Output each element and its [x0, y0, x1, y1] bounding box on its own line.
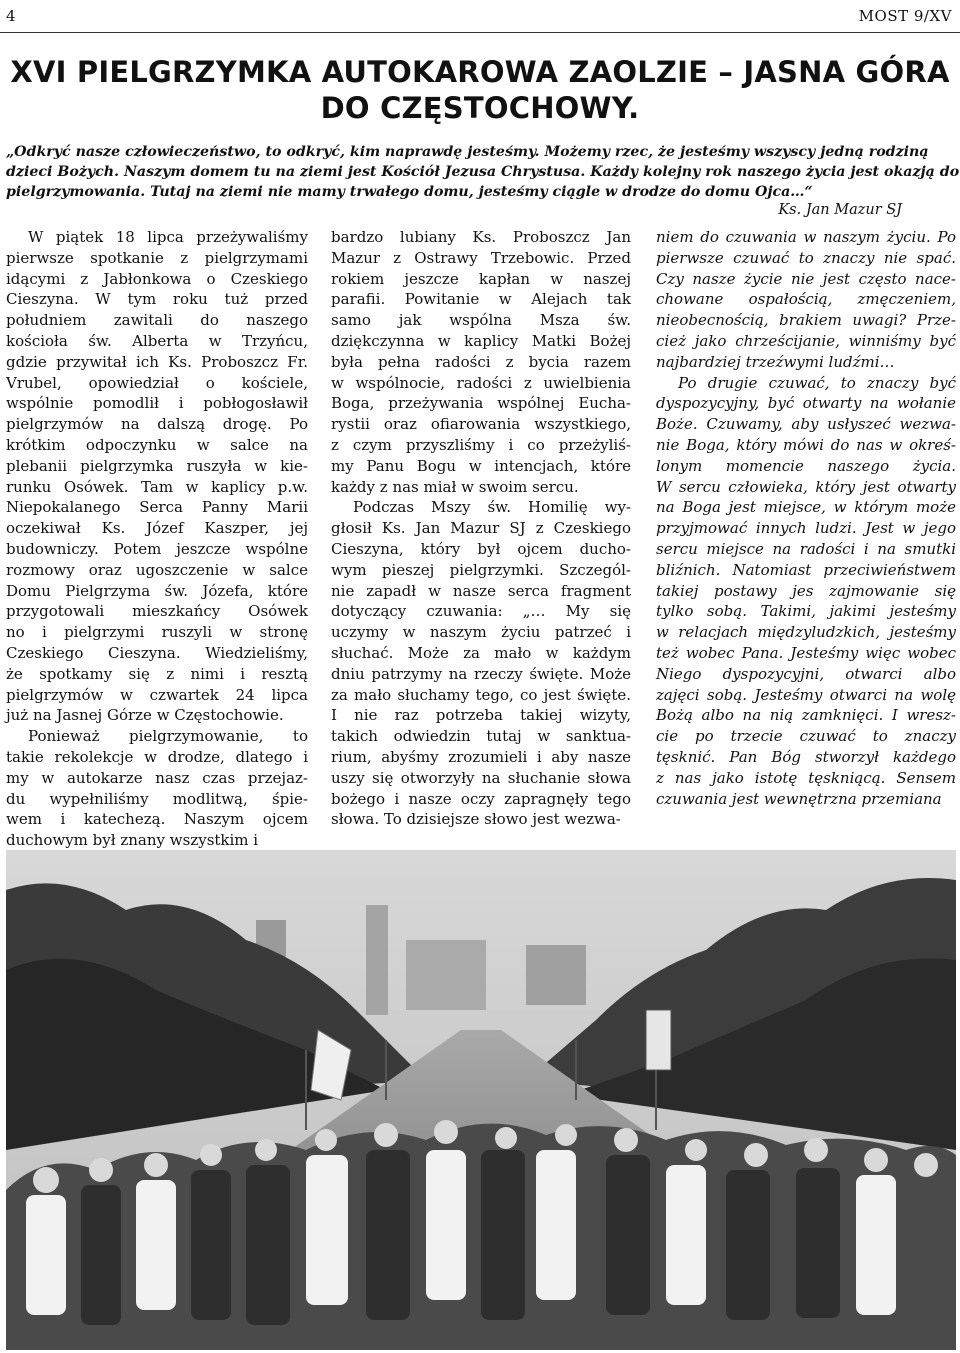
- text-line: rium, abyśmy zrozumieli i aby nasze: [331, 747, 631, 766]
- text-line: gdzie przywitał ich Ks. Proboszcz Fr.: [6, 352, 308, 371]
- text-line: w relacjach międzyludzkich, jesteśmy: [656, 623, 956, 642]
- article-column-2: [331, 227, 631, 830]
- text-line: Domu Pielgrzyma św. Józefa, które: [6, 581, 308, 600]
- running-head: MOST 9/XV: [858, 7, 952, 25]
- text-line: kościoła św. Alberta w Trzyńcu,: [6, 331, 308, 350]
- text-line: my Panu Bogu w intencjach, które: [331, 456, 631, 475]
- text-line: cież jako chrześcijanie, winniśmy być: [656, 331, 956, 350]
- text-line: uszy się otworzyły na słuchanie słowa: [331, 768, 631, 787]
- text-line: pielgrzymów w czwartek 24 lipca: [6, 685, 308, 704]
- text-line: pierwsze czuwać to znaczy nie spać.: [656, 248, 956, 267]
- text-line: oczekiwał Ks. Józef Kaszper, jej: [6, 519, 308, 538]
- text-line: Ponieważ pielgrzymowanie, to: [28, 727, 308, 746]
- text-line: była pełna radości z bycia razem: [331, 352, 631, 371]
- text-line: bardzo lubiany Ks. Proboszcz Jan: [331, 228, 631, 246]
- page-number: 4: [6, 7, 16, 25]
- text-line: takie rekolekcje w drodze, dlatego i: [6, 747, 308, 766]
- motto-quote: [6, 142, 960, 202]
- text-line: głosił Ks. Jan Mazur SJ z Czeskiego: [331, 519, 631, 538]
- text-line: bliźnich. Natomiast przeciwieństwem: [656, 560, 956, 579]
- text-line: już na Jasnej Górze w Częstochowie.: [6, 706, 284, 725]
- text-line: nie zapadł w nasze serca fragment: [331, 581, 631, 600]
- text-line: dniu patrzymy na rzeczy święte. Może: [331, 664, 631, 683]
- text-line: cie po trzecie czuwać to znaczy: [656, 727, 956, 746]
- pilgrimage-photo: [6, 850, 956, 1350]
- text-line: W piątek 18 lipca przeżywaliśmy: [28, 228, 308, 246]
- text-line: rystii oraz ofiarowania wszystkiego,: [331, 415, 631, 434]
- text-line: plebanii pielgrzymka ruszyła w kie-: [6, 456, 308, 475]
- text-line: W sercu człowieka, który jest otwarty: [656, 477, 956, 496]
- text-line: słuchać. Może za mało w każdym: [331, 643, 631, 662]
- text-line: Po drugie czuwać, to znaczy być: [678, 373, 956, 392]
- text-line: rokiem jeszcze kapłan w naszej: [331, 269, 631, 288]
- text-line: niem do czuwania w naszym życiu. Po: [656, 228, 956, 246]
- text-line: budowniczy. Potem jeszcze wspólne: [6, 539, 308, 558]
- text-line: Niepokalanego Serca Panny Marii: [6, 498, 308, 517]
- text-line: idącymi z Jabłonkowa o Czeskiego: [6, 269, 308, 288]
- text-line: tylko sobą. Takimi, jakimi jesteśmy: [656, 602, 956, 621]
- text-line: w wspólnocie, radości z uwielbienia: [331, 373, 631, 392]
- text-line: tęsknić. Pan Bóg stworzył każdego: [656, 747, 956, 766]
- text-line: runku Osówek. Tam w kaplicy p.w.: [6, 477, 308, 496]
- text-line: też wobec Pana. Jesteśmy więc wobec: [656, 643, 956, 662]
- text-line: no i pielgrzymi ruszyli w stronę: [6, 623, 308, 642]
- text-line: zajęci sobą. Jesteśmy otwarci na wolę: [656, 685, 956, 704]
- text-line: słowa. To dzisiejsze słowo jest wezwa-: [331, 810, 621, 829]
- motto-author: Ks. Jan Mazur SJ: [778, 202, 902, 218]
- text-line: nie Boga, który mówi do nas w okreś-: [656, 435, 956, 454]
- text-line: chowane ospałością, zmęczeniem,: [656, 290, 956, 309]
- motto-line: dzieci Bożych. Naszym domem tu na ziemi jest Kościół Jezusa Chrystusa. Każdy kolejny rok naszego życia jest okazją do: [6, 164, 960, 180]
- text-line: parafii. Powitanie w Alejach tak: [331, 290, 631, 309]
- text-line: bożego i nasze oczy zapragnęły tego: [331, 789, 631, 808]
- text-line: za mało słuchamy tego, co jest święte.: [331, 685, 631, 704]
- text-line: wspólnie pomodlił i pobłogosławił: [6, 394, 308, 413]
- text-line: wym pieszej pielgrzymki. Szczegól-: [331, 560, 631, 579]
- text-line: Mazur z Ostrawy Trzebowic. Przed: [331, 248, 631, 267]
- text-line: najbardziej trzeźwymi ludźmi…: [656, 352, 895, 371]
- text-line: Niego dyspozycyjni, otwarci albo: [656, 664, 956, 683]
- text-line: samo jak wspólna Msza św.: [331, 311, 631, 330]
- text-line: duchowym był znany wszystkim i: [6, 831, 259, 850]
- page-header: [0, 0, 960, 26]
- text-line: z czym przyszliśmy i co przeżyliś-: [331, 435, 631, 454]
- text-line: przygotowali mieszkańcy Osówek: [6, 602, 308, 621]
- text-line: pierwsze spotkanie z pielgrzymami: [6, 248, 308, 267]
- header-rule: [0, 32, 960, 33]
- text-line: I nie raz potrzeba takiej wizyty,: [331, 706, 631, 725]
- text-line: Vrubel, opowiedział o kościele,: [6, 373, 308, 392]
- motto-line: pielgrzymowania. Tutaj na ziemi nie mamy trwałego domu, jesteśmy ciągle w drodze do domu Ojca…“: [6, 184, 813, 200]
- text-line: wem i katechezą. Naszym ojcem: [6, 810, 308, 829]
- text-line: krótkim odpoczynku w salce na: [6, 435, 308, 454]
- text-line: Bożą albo na nią zamknięci. I wresz-: [656, 706, 956, 725]
- text-line: Boga, przeżywania wspólnej Eucha-: [331, 394, 631, 413]
- text-line: dotyczący czuwania: „… My się: [331, 602, 631, 621]
- title-line: DO CZĘSTOCHOWY.: [320, 91, 640, 125]
- text-line: Cieszyna. W tym roku tuż przed: [6, 290, 308, 309]
- text-line: pielgrzymów na dalszą drogę. Po: [6, 415, 308, 434]
- text-line: dyspozycyjny, być otwarty na wołanie: [656, 394, 956, 413]
- pilgrimage-photo-illustration: [6, 850, 956, 1350]
- text-line: na Boga jest miejsce, w którym może: [656, 498, 956, 517]
- text-line: rozmowy oraz ugoszczenie w salce: [6, 560, 308, 579]
- article-column-3: [656, 227, 956, 809]
- text-line: Boże. Czuwamy, aby usłyszeć wezwa-: [656, 415, 956, 434]
- text-line: że spotkamy się z nimi i resztą: [6, 664, 308, 683]
- text-line: sercu miejsce na radości i na smutki: [656, 539, 956, 558]
- text-line: Cieszyna, który był ojcem ducho-: [331, 539, 631, 558]
- text-line: lonym momencie naszego życia.: [656, 456, 956, 475]
- text-line: każdy z nas miał w swoim sercu.: [331, 477, 579, 496]
- text-line: takich odwiedzin tutaj w sanktua-: [331, 727, 631, 746]
- title-line: XVI PIELGRZYMKA AUTOKAROWA ZAOLZIE – JASNA GÓRA: [10, 55, 950, 89]
- text-line: Czeskiego Cieszyna. Wiedzieliśmy,: [6, 643, 308, 662]
- text-line: południem zawitali do naszego: [6, 311, 308, 330]
- text-line: dziękczynna w kaplicy Matki Bożej: [331, 331, 631, 350]
- article-column-1: [6, 227, 308, 851]
- text-line: Podczas Mszy św. Homilię wy-: [353, 498, 631, 517]
- text-line: uczymy w naszym życiu patrzeć i: [331, 623, 631, 642]
- text-line: czuwania jest wewnętrzna przemiana: [656, 789, 942, 808]
- text-line: my w autokarze nasz czas przejaz-: [6, 768, 308, 787]
- text-line: przyjmować innych ludzi. Jest w jego: [656, 519, 956, 538]
- article-title: [0, 54, 960, 126]
- text-line: z nas jako istotę tęskniącą. Sensem: [656, 768, 956, 787]
- text-line: Czy nasze życie nie jest często nace-: [656, 269, 956, 288]
- text-line: nieobecnością, brakiem uwagi? Prze-: [656, 311, 956, 330]
- text-line: takiej postawy jes zajmowanie się: [656, 581, 956, 600]
- text-line: du wypełniliśmy modlitwą, śpie-: [6, 789, 308, 808]
- motto-line: „Odkryć nasze człowieczeństwo, to odkryć, kim naprawdę jesteśmy. Możemy rzec, że jesteśmy wszyscy jedną rodziną: [6, 144, 929, 160]
